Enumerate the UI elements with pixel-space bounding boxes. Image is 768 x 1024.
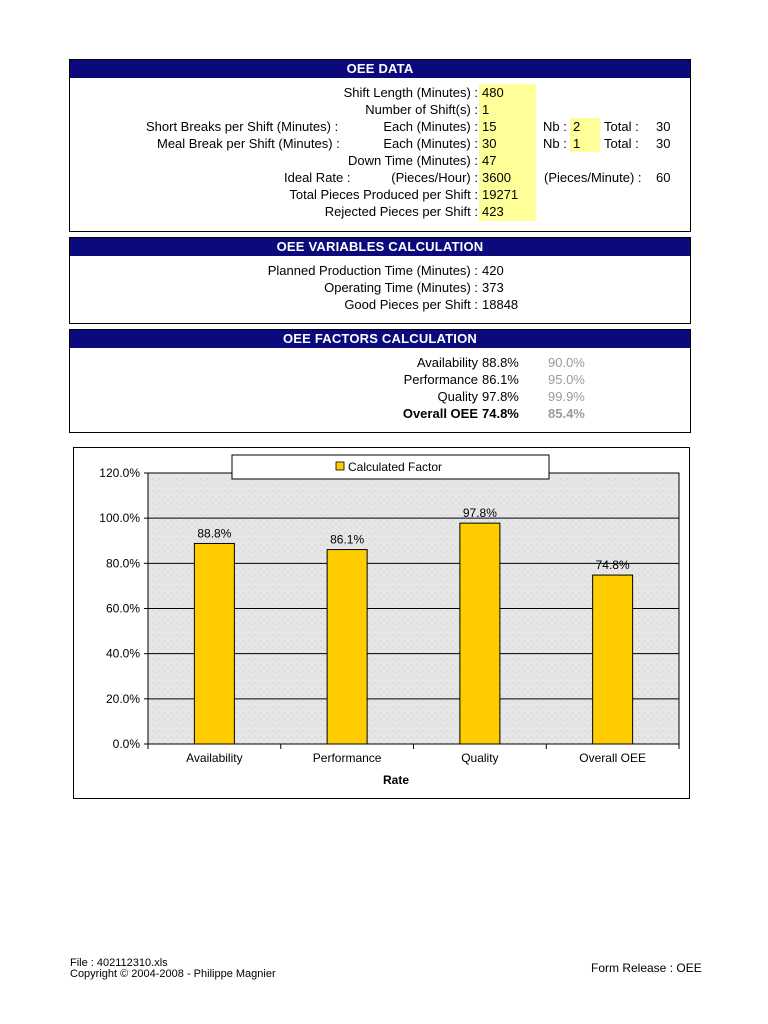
ideal-rate-value[interactable]: 3600 <box>482 170 511 185</box>
short-breaks-each-label: Each (Minutes) : <box>383 119 478 134</box>
quality-target: 99.9% <box>548 389 585 404</box>
short-breaks-nb-label: Nb : <box>543 119 567 134</box>
oee-chart-frame <box>73 447 690 799</box>
short-breaks-nb-value[interactable]: 2 <box>573 119 581 134</box>
availability-value: 88.8% <box>482 355 519 370</box>
oee-variables-header: OEE VARIABLES CALCULATION <box>70 238 690 256</box>
shift-length-value[interactable]: 480 <box>482 85 504 100</box>
rejected-pieces-label: Rejected Pieces per Shift : <box>324 204 478 219</box>
performance-label: Performance <box>403 372 478 387</box>
x-tick-label: Quality <box>461 751 499 765</box>
x-tick-label: Availability <box>186 751 243 765</box>
short-breaks-label: Short Breaks per Shift (Minutes) : <box>146 119 339 134</box>
meal-break-each-label: Each (Minutes) : <box>383 136 478 151</box>
total-pieces-label: Total Pieces Produced per Shift : <box>289 187 478 202</box>
total-pieces-value[interactable]: 19271 <box>482 187 519 202</box>
planned-production-label: Planned Production Time (Minutes) : <box>267 263 478 278</box>
availability-target: 90.0% <box>548 355 585 370</box>
availability-label: Availability <box>416 355 478 370</box>
meal-break-each-value[interactable]: 30 <box>482 136 497 151</box>
down-time-value[interactable]: 47 <box>482 153 497 168</box>
overall-oee-value: 74.8% <box>482 406 519 421</box>
chart-legend <box>232 455 549 479</box>
quality-label: Quality <box>437 389 478 404</box>
good-pieces-label: Good Pieces per Shift : <box>344 297 478 312</box>
quality-value: 97.8% <box>482 389 519 404</box>
overall-oee-target: 85.4% <box>548 406 585 421</box>
footer-form-release: Form Release : OEE <box>591 961 702 975</box>
shift-length-label: Shift Length (Minutes) : <box>343 85 478 100</box>
ideal-rate-label: Ideal Rate : <box>284 170 351 185</box>
short-breaks-each-value[interactable]: 15 <box>482 119 497 134</box>
y-tick-label: 80.0% <box>105 556 140 571</box>
bar <box>460 523 500 744</box>
bar <box>194 543 234 744</box>
y-tick-label: 0.0% <box>112 737 140 751</box>
oee-data-header: OEE DATA <box>70 60 690 78</box>
rejected-pieces-value[interactable]: 423 <box>482 204 504 219</box>
footer-copyright: Copyright © 2004-2008 - Philippe Magnier <box>70 968 276 980</box>
meal-break-label: Meal Break per Shift (Minutes) : <box>157 136 340 151</box>
planned-production-value: 420 <box>482 263 504 278</box>
good-pieces-value: 18848 <box>482 297 519 312</box>
legend-label: Calculated Factor <box>348 460 443 474</box>
short-breaks-total-value: 30 <box>656 119 671 134</box>
y-tick-label: 60.0% <box>105 601 140 616</box>
num-shifts-label: Number of Shift(s) : <box>365 102 478 117</box>
ideal-rate-per-minute-value: 60 <box>656 170 671 185</box>
operating-time-label: Operating Time (Minutes) : <box>324 280 478 295</box>
short-breaks-total-label: Total : <box>604 119 639 134</box>
ideal-rate-unit-label: (Pieces/Hour) : <box>391 170 478 185</box>
footer-file: File : 402112310.xls <box>70 957 168 969</box>
operating-time-value: 373 <box>482 280 504 295</box>
y-tick-label: 120.0% <box>99 466 140 480</box>
legend-swatch <box>336 462 344 470</box>
bar-data-label: 88.8% <box>197 526 232 541</box>
performance-target: 95.0% <box>548 372 585 387</box>
down-time-label: Down Time (Minutes) : <box>347 153 478 168</box>
ideal-rate-per-minute-label: (Pieces/Minute) : <box>544 170 642 185</box>
performance-value: 86.1% <box>482 372 519 387</box>
y-tick-label: 20.0% <box>105 691 140 706</box>
x-axis-label: Rate <box>382 773 410 787</box>
bar-data-label: 86.1% <box>330 532 365 547</box>
oee-factors-section <box>69 329 691 433</box>
oee-factors-header: OEE FACTORS CALCULATION <box>70 330 690 348</box>
bar-data-label: 74.8% <box>595 558 630 573</box>
meal-break-nb-value[interactable]: 1 <box>573 136 581 151</box>
bar-data-label: 97.8% <box>462 506 497 521</box>
bar <box>327 550 367 744</box>
y-tick-label: 100.0% <box>99 511 140 526</box>
oee-bar-chart <box>74 448 689 798</box>
num-shifts-value[interactable]: 1 <box>482 102 490 117</box>
meal-break-nb-label: Nb : <box>543 136 567 151</box>
y-tick-label: 40.0% <box>105 646 140 661</box>
meal-break-total-value: 30 <box>656 136 671 151</box>
bar <box>593 575 633 744</box>
x-tick-label: Performance <box>312 751 382 765</box>
overall-oee-label: Overall OEE <box>402 406 478 421</box>
x-tick-label: Overall OEE <box>579 751 646 765</box>
meal-break-total-label: Total : <box>604 136 639 151</box>
